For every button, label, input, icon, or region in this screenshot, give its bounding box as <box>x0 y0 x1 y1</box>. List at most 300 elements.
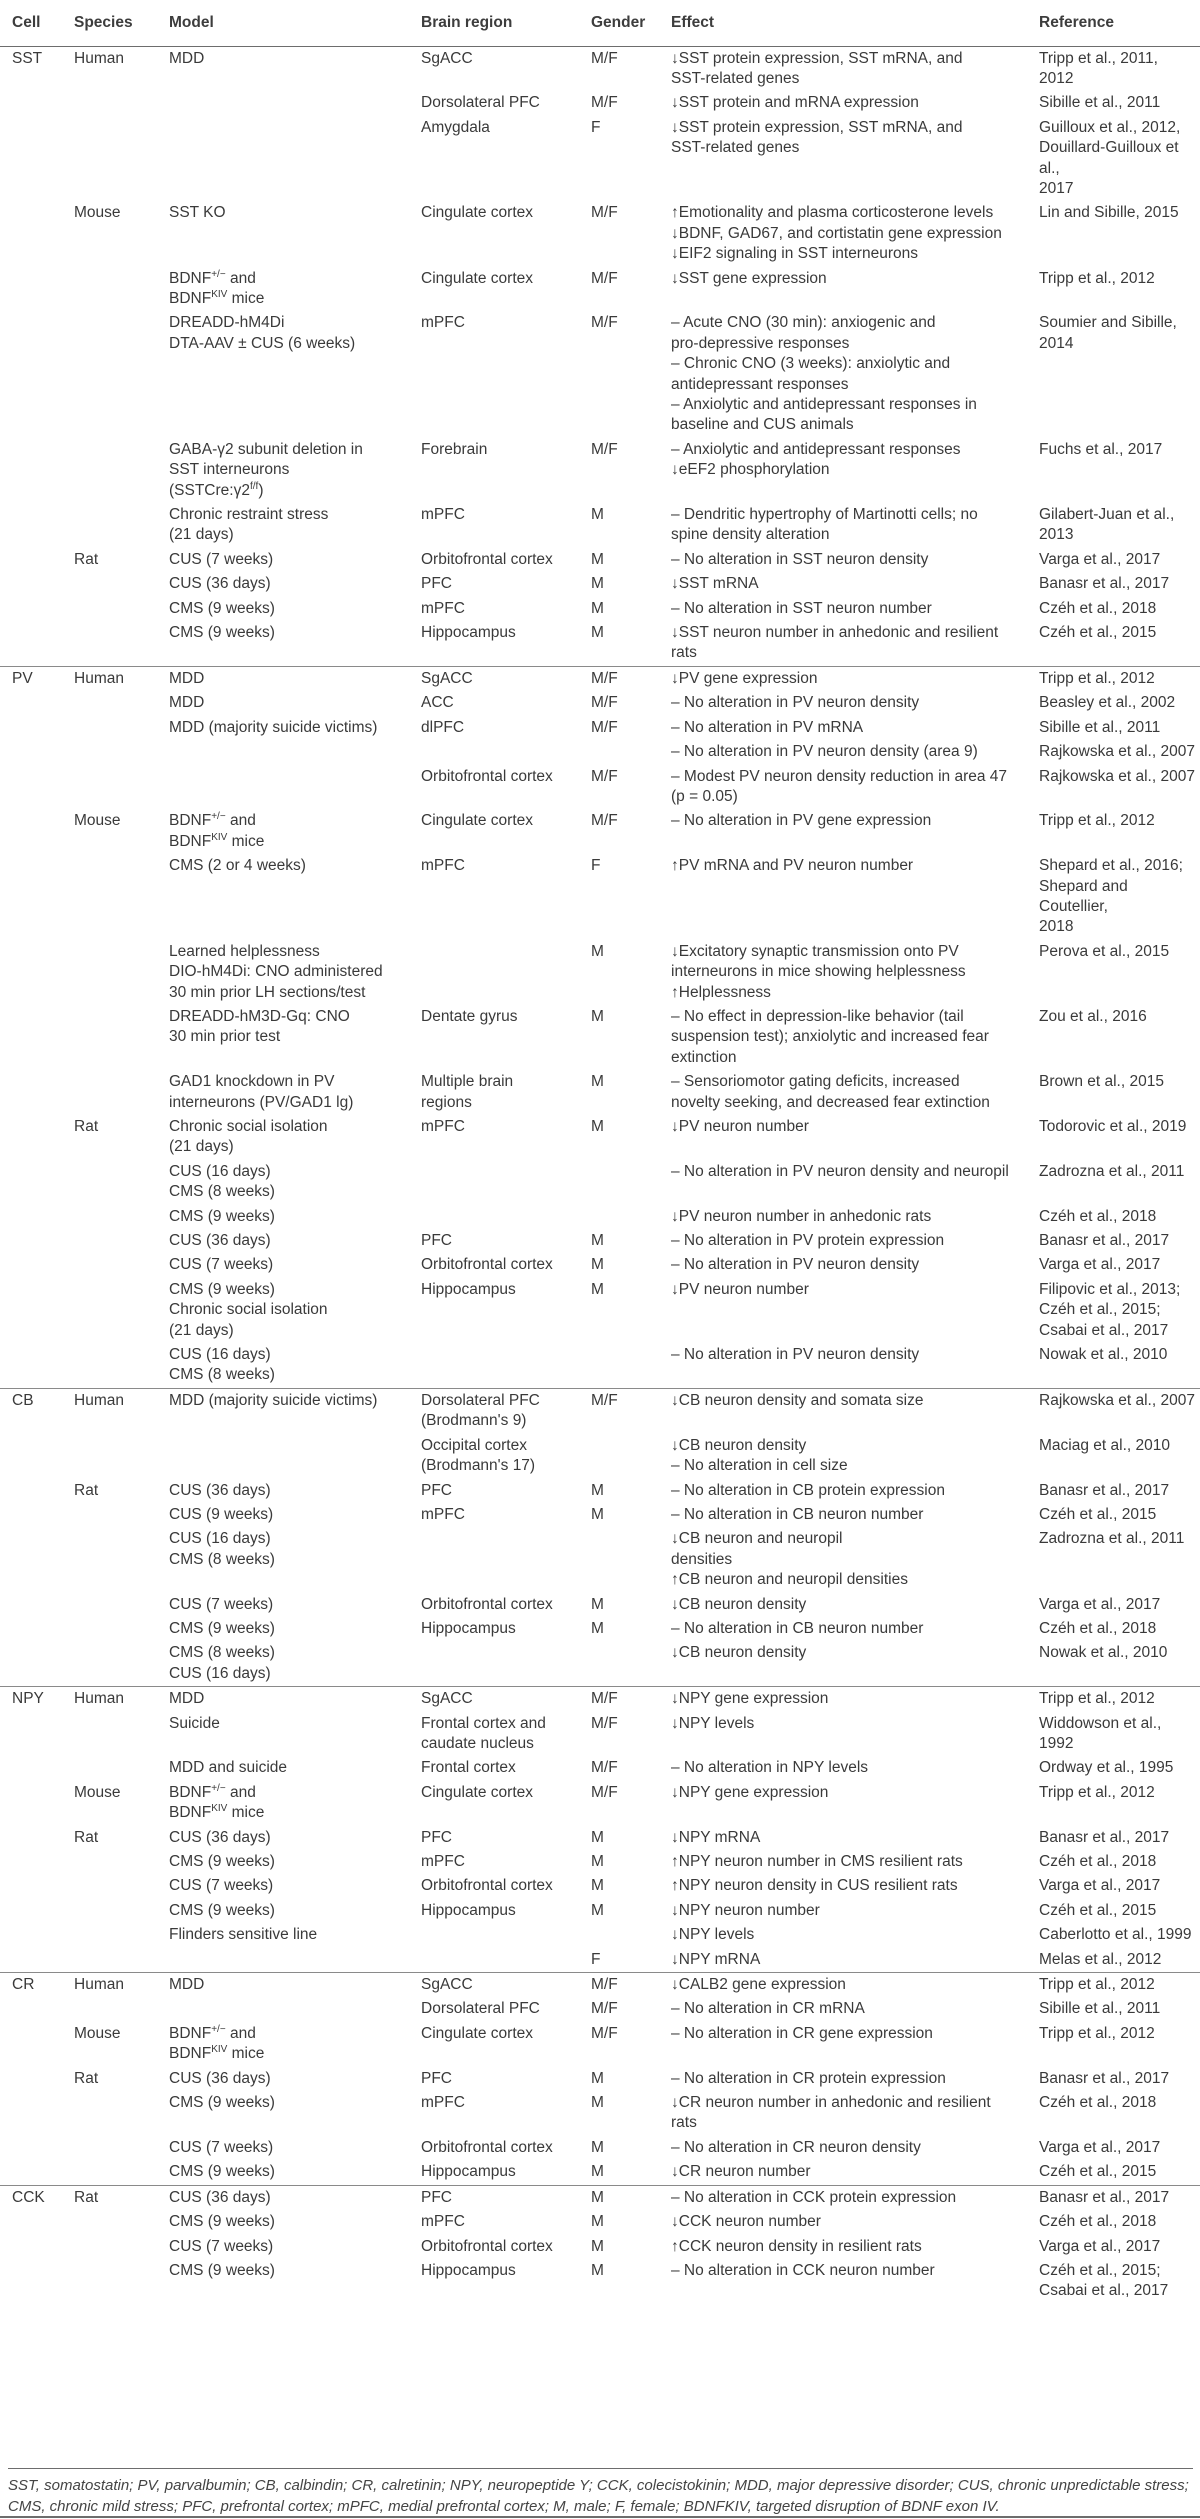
reference-cell-line: Csabai et al., 2017 <box>1039 1321 1169 1339</box>
species-cell: Rat <box>74 2188 99 2206</box>
effect-cell <box>659 1712 1027 1757</box>
effect-cell-line: interneurons in mice showing helplessness <box>671 963 966 981</box>
effect-cell <box>659 597 1027 621</box>
effect-cell <box>659 1229 1027 1253</box>
effect-cell <box>659 2022 1027 2067</box>
effect-cell <box>659 1434 1027 1479</box>
model-cell <box>157 311 409 437</box>
gender-cell <box>579 1160 659 1205</box>
cell-type-cell <box>0 2259 62 2304</box>
cell-type-cell <box>0 716 62 740</box>
gender-cell: M <box>591 2069 604 2087</box>
effect-cell <box>659 1997 1027 2021</box>
reference-cell <box>1027 116 1200 202</box>
brain-region-cell <box>409 46 579 91</box>
cell-type-cell <box>0 201 62 266</box>
table-row <box>0 621 1200 666</box>
species-cell: Rat <box>74 1118 99 1135</box>
effect-cell <box>659 1874 1027 1898</box>
gender-cell: F <box>591 118 601 136</box>
model-cell-line: (21 days) <box>169 526 234 544</box>
brain-region-cell-line: dlPFC <box>421 718 465 736</box>
effect-cell-line: ↑PV mRNA and PV neuron number <box>671 857 914 875</box>
effect-cell <box>659 1781 1027 1826</box>
model-cell <box>157 1503 409 1527</box>
table-row <box>0 116 1200 202</box>
effect-cell <box>659 1388 1027 1433</box>
brain-region-cell-line: Dorsolateral PFC <box>421 94 540 112</box>
brain-region-cell <box>409 2067 579 2091</box>
model-cell-line: CMS (9 weeks) <box>169 2094 275 2112</box>
table-row <box>0 1343 1200 1388</box>
gender-cell: M <box>591 1595 604 1613</box>
model-cell-line: DIO-hM4Di: CNO administered <box>169 963 383 981</box>
effect-cell-line: antidepressant responses <box>671 375 849 393</box>
effect-cell-line: – Chronic CNO (3 weeks): anxiolytic and <box>671 355 951 373</box>
effect-cell <box>659 2235 1027 2259</box>
effect-cell-line: ↓CALB2 gene expression <box>671 1976 846 1994</box>
cell-type-cell <box>0 2067 62 2091</box>
brain-region-cell-line: SgACC <box>421 49 473 67</box>
brain-region-cell-line: caudate nucleus <box>421 1734 534 1752</box>
brain-region-cell <box>409 621 579 666</box>
table-row <box>0 572 1200 596</box>
header-effect: Effect <box>659 0 1027 46</box>
brain-region-cell-line: PFC <box>421 2188 452 2206</box>
table-row <box>0 1874 1200 1898</box>
reference-cell <box>1027 548 1200 572</box>
effect-cell-line: – Dendritic hypertrophy of Martinotti cells; no <box>671 506 978 524</box>
reference-cell <box>1027 691 1200 715</box>
brain-region-cell-line: Hippocampus <box>421 1280 516 1298</box>
effect-cell-line: densities <box>671 1550 733 1568</box>
model-cell <box>157 46 409 91</box>
gender-cell: M/F <box>591 1976 618 1994</box>
effect-cell-line: ↓PV neuron number <box>671 1280 809 1298</box>
reference-cell-line: Melas et al., 2012 <box>1039 1950 1162 1968</box>
table-row <box>0 597 1200 621</box>
model-cell-line: CUS (7 weeks) <box>169 2237 274 2255</box>
effect-cell-line: – No alteration in PV neuron density (area 9) <box>671 743 978 761</box>
table-row <box>0 1617 1200 1641</box>
cell-type-cell <box>0 1278 62 1343</box>
species-cell <box>62 1434 157 1479</box>
table-row <box>0 1434 1200 1479</box>
brain-region-cell <box>409 854 579 940</box>
brain-region-cell <box>409 1687 579 1712</box>
brain-region-cell-line: Multiple brain <box>421 1073 514 1091</box>
effect-cell <box>659 2185 1027 2210</box>
effect-cell <box>659 1826 1027 1850</box>
brain-region-cell-line: Cingulate cortex <box>421 204 534 222</box>
brain-region-cell <box>409 2210 579 2234</box>
reference-cell <box>1027 503 1200 548</box>
brain-region-cell-line: mPFC <box>421 1118 465 1135</box>
effect-cell <box>659 1617 1027 1641</box>
model-cell <box>157 548 409 572</box>
cell-type-cell <box>0 1005 62 1070</box>
cell-type-cell <box>0 1479 62 1503</box>
effect-cell-line: – Sensoriomotor gating deficits, increased <box>671 1073 960 1091</box>
cell-type-cell <box>0 1826 62 1850</box>
model-cell-line: CMS (9 weeks) <box>169 2163 275 2181</box>
gender-cell: M/F <box>591 2024 618 2042</box>
reference-cell <box>1027 1756 1200 1780</box>
cell-type-cell <box>0 1997 62 2021</box>
brain-region-cell <box>409 548 579 572</box>
table-row <box>0 46 1200 91</box>
reference-cell <box>1027 1948 1200 1973</box>
reference-cell <box>1027 1115 1200 1160</box>
reference-cell-line: Csabai et al., 2017 <box>1039 2282 1169 2300</box>
model-cell-line: 30 min prior test <box>169 1028 281 1046</box>
reference-cell <box>1027 854 1200 940</box>
cell-type-cell <box>0 1617 62 1641</box>
model-cell <box>157 740 409 764</box>
species-cell <box>62 597 157 621</box>
reference-cell <box>1027 2160 1200 2185</box>
model-cell <box>157 1527 409 1592</box>
reference-cell <box>1027 2091 1200 2136</box>
model-cell <box>157 621 409 666</box>
brain-region-cell-line: mPFC <box>421 506 465 524</box>
effect-cell-line: ↓NPY neuron number <box>671 1901 820 1919</box>
reference-cell <box>1027 201 1200 266</box>
reference-cell-line: Zadrozna et al., 2011 <box>1039 1162 1185 1180</box>
reference-cell-line: Shepard et al., 2016; <box>1039 857 1183 875</box>
brain-region-cell <box>409 1874 579 1898</box>
species-cell <box>62 691 157 715</box>
model-cell <box>157 2091 409 2136</box>
reference-cell-line: Varga et al., 2017 <box>1039 2138 1161 2156</box>
cell-type-cell <box>0 621 62 666</box>
brain-region-cell-line: mPFC <box>421 2094 465 2112</box>
model-cell <box>157 1115 409 1160</box>
effect-cell <box>659 311 1027 437</box>
brain-region-cell-line: PFC <box>421 2069 452 2087</box>
gender-cell <box>579 1434 659 1479</box>
model-cell-line: $(SSTCre:\gamma 2^{f/f})$ <box>169 480 264 499</box>
model-cell-line: CMS (9 weeks) <box>169 1207 275 1225</box>
brain-region-cell-line: Cingulate cortex <box>421 812 534 830</box>
effect-cell <box>659 1160 1027 1205</box>
cell-type-cell: CCK <box>12 2188 45 2206</box>
model-cell-line: CMS (9 weeks) <box>169 1619 275 1637</box>
gender-cell: M/F <box>591 1759 618 1777</box>
brain-region-cell <box>409 438 579 503</box>
gender-cell <box>579 740 659 764</box>
gender-cell: M <box>591 2188 604 2206</box>
gender-cell: M <box>591 1901 604 1919</box>
model-cell <box>157 1948 409 1973</box>
reference-cell-line: Czéh et al., 2015; <box>1039 2261 1161 2279</box>
reference-cell <box>1027 1160 1200 1205</box>
gender-cell: M/F <box>591 1690 618 1708</box>
cell-type-cell <box>0 1712 62 1757</box>
table-row <box>0 1593 1200 1617</box>
cell-type-cell <box>0 1850 62 1874</box>
brain-region-cell-line: ACC <box>421 694 454 712</box>
cell-type-cell <box>0 2136 62 2160</box>
table-row <box>0 1205 1200 1229</box>
species-cell <box>62 2136 157 2160</box>
reference-cell-line: Czéh et al., 2018 <box>1039 1207 1157 1225</box>
table-row <box>0 2185 1200 2210</box>
cell-type-cell: CB <box>12 1391 34 1409</box>
table-row <box>0 2022 1200 2067</box>
species-cell <box>62 740 157 764</box>
brain-region-cell <box>409 691 579 715</box>
gender-cell: M <box>591 599 604 617</box>
brain-region-cell-line: mPFC <box>421 599 465 617</box>
effect-cell-line: ↓SST gene expression <box>671 269 827 287</box>
effect-cell-line: ↓SST protein expression, SST mRNA, and <box>671 118 963 136</box>
brain-region-cell <box>409 1756 579 1780</box>
reference-cell-line: Varga et al., 2017 <box>1039 2237 1161 2255</box>
species-cell <box>62 940 157 1005</box>
model-cell <box>157 666 409 691</box>
reference-cell-line: Sibille et al., 2011 <box>1039 718 1161 736</box>
brain-region-cell-line: Dorsolateral PFC <box>421 2000 540 2018</box>
reference-cell-line: Varga et al., 2017 <box>1039 1256 1161 1274</box>
table-row <box>0 1756 1200 1780</box>
brain-region-cell <box>409 1712 579 1757</box>
gender-cell: M/F <box>591 1714 618 1732</box>
gender-cell: M/F <box>591 812 618 830</box>
reference-cell-line: Czéh et al., 2015 <box>1039 1901 1157 1919</box>
brain-region-cell <box>409 1850 579 1874</box>
cell-type-cell <box>0 2091 62 2136</box>
reference-cell <box>1027 716 1200 740</box>
gender-cell: M/F <box>591 204 618 222</box>
reference-cell <box>1027 91 1200 115</box>
effect-cell-line: ↓NPY mRNA <box>671 1828 761 1846</box>
model-cell <box>157 1826 409 1850</box>
reference-cell-line: Banasr et al., 2017 <box>1039 2188 1170 2206</box>
reference-cell-line: Zou et al., 2016 <box>1039 1007 1147 1025</box>
species-cell <box>62 1527 157 1592</box>
species-cell <box>62 1712 157 1757</box>
reference-cell-line: Czéh et al., 2018 <box>1039 599 1157 617</box>
brain-region-cell <box>409 2160 579 2185</box>
gender-cell <box>579 1923 659 1947</box>
species-cell: Mouse <box>74 2024 121 2042</box>
reference-cell <box>1027 1923 1200 1947</box>
gender-cell: F <box>591 857 601 875</box>
effect-cell-line: ↑Emotionality and plasma corticosterone levels <box>671 204 994 222</box>
species-cell <box>62 2091 157 2136</box>
model-cell-line: CUS (36 days) <box>169 1232 271 1250</box>
gender-cell: M <box>591 1073 604 1091</box>
effect-cell-line: ↓SST mRNA <box>671 575 759 593</box>
header-brain-region: Brain region <box>409 0 579 46</box>
brain-region-cell <box>409 91 579 115</box>
reference-cell <box>1027 572 1200 596</box>
reference-cell <box>1027 809 1200 854</box>
effect-cell-line: – No alteration in PV mRNA <box>671 718 864 736</box>
brain-region-cell <box>409 1923 579 1947</box>
effect-cell <box>659 1205 1027 1229</box>
reference-cell <box>1027 2259 1200 2304</box>
model-cell-line: CMS (8 weeks) <box>169 1550 275 1568</box>
model-cell <box>157 1479 409 1503</box>
effect-cell-line: rats <box>671 2114 697 2132</box>
effect-cell-line: ↓NPY levels <box>671 1714 755 1732</box>
model-cell-line: CMS (9 weeks) <box>169 1901 275 1919</box>
model-cell-line: CMS (9 weeks) <box>169 2261 275 2279</box>
effect-cell-line: – No effect in depression-like behavior (tail <box>671 1007 964 1025</box>
effect-cell-line: – No alteration in PV neuron density <box>671 694 920 712</box>
brain-region-cell-line: Dentate gyrus <box>421 1007 518 1025</box>
effect-cell-line: – No alteration in CCK neuron number <box>671 2261 935 2279</box>
model-cell <box>157 1205 409 1229</box>
brain-region-cell <box>409 1070 579 1115</box>
model-cell-line: CMS (9 weeks) <box>169 624 275 642</box>
table-row <box>0 1527 1200 1592</box>
species-cell <box>62 1229 157 1253</box>
reference-cell <box>1027 1899 1200 1923</box>
model-cell <box>157 1434 409 1479</box>
brain-region-cell-line: Orbitofrontal cortex <box>421 1256 553 1274</box>
species-cell <box>62 1948 157 1973</box>
effect-cell-line: SST-related genes <box>671 139 800 157</box>
effect-cell <box>659 1503 1027 1527</box>
brain-region-cell-line: Cingulate cortex <box>421 2024 534 2042</box>
effect-cell <box>659 201 1027 266</box>
brain-region-cell <box>409 1781 579 1826</box>
gender-cell: M/F <box>591 767 618 785</box>
effect-cell-line: – Modest PV neuron density reduction in area 47 <box>671 767 1008 785</box>
species-cell: Mouse <box>74 812 121 830</box>
effect-cell <box>659 1923 1027 1947</box>
effect-cell <box>659 1593 1027 1617</box>
species-cell <box>62 1874 157 1898</box>
cell-type-cell <box>0 1948 62 1973</box>
model-cell <box>157 1997 409 2021</box>
reference-cell <box>1027 1205 1200 1229</box>
effect-cell-line: ↓CB neuron density <box>671 1595 807 1613</box>
cell-type-cell: SST <box>12 49 43 67</box>
model-cell-line: BDNF+/− and <box>169 811 256 830</box>
cell-type-cell <box>0 1899 62 1923</box>
reference-cell-line: Tripp et al., 2012 <box>1039 1690 1155 1708</box>
reference-cell-line: Filipovic et al., 2013; <box>1039 1280 1181 1298</box>
cell-type-cell <box>0 740 62 764</box>
species-cell <box>62 116 157 202</box>
reference-cell-line: Tripp et al., 2012 <box>1039 1783 1155 1801</box>
reference-cell-line: Tripp et al., 2012 <box>1039 812 1155 830</box>
table-row <box>0 666 1200 691</box>
cell-type-cell <box>0 1641 62 1686</box>
reference-cell <box>1027 1687 1200 1712</box>
gender-cell: M/F <box>591 49 618 67</box>
model-cell-line: BDNF+/− and <box>169 2023 256 2042</box>
gender-cell: M <box>591 2261 604 2279</box>
species-cell: Human <box>74 669 124 687</box>
brain-region-cell <box>409 116 579 202</box>
reference-cell-line: Tripp et al., 2011, 2012 <box>1039 49 1158 87</box>
model-cell-line: interneurons (PV/GAD1 lg) <box>169 1093 354 1111</box>
reference-cell-line: Sibille et al., 2011 <box>1039 94 1161 112</box>
model-cell-line: CMS (8 weeks) <box>169 1366 275 1384</box>
gender-cell: M <box>591 1828 604 1846</box>
effect-cell-line: baseline and CUS animals <box>671 416 854 434</box>
effect-cell-line: – Anxiolytic and antidepressant responses in <box>671 396 977 413</box>
effect-cell-line: ↑NPY neuron number in CMS resilient rats <box>671 1853 963 1870</box>
header-species: Species <box>62 0 157 46</box>
brain-region-cell-line: (Brodmann's 9) <box>421 1412 527 1430</box>
brain-region-cell-line: mPFC <box>421 2213 465 2231</box>
effect-cell-line: ↑NPY neuron density in CUS resilient rats <box>671 1877 958 1895</box>
model-cell <box>157 1229 409 1253</box>
effect-cell-line: ↓eEF2 phosphorylation <box>671 461 830 479</box>
brain-region-cell-line: PFC <box>421 575 452 593</box>
reference-cell-line: Czéh et al., 2015 <box>1039 624 1157 642</box>
reference-cell <box>1027 621 1200 666</box>
model-cell <box>157 1253 409 1277</box>
brain-region-cell-line: Frontal cortex and <box>421 1714 546 1732</box>
model-cell-line: Chronic social isolation <box>169 1301 328 1319</box>
effect-cell <box>659 1899 1027 1923</box>
cell-type-cell <box>0 1343 62 1388</box>
model-cell <box>157 854 409 940</box>
model-cell-line: CMS (9 weeks) <box>169 2213 275 2231</box>
reference-cell <box>1027 1229 1200 1253</box>
brain-region-cell-line: mPFC <box>421 857 465 875</box>
effect-cell-line: ↓CB neuron density and somata size <box>671 1391 924 1409</box>
effect-cell-line: ↓NPY gene expression <box>671 1783 829 1801</box>
brain-region-cell <box>409 597 579 621</box>
table-row <box>0 91 1200 115</box>
gender-cell <box>579 1343 659 1388</box>
brain-region-cell <box>409 1479 579 1503</box>
brain-region-cell <box>409 1527 579 1592</box>
brain-region-cell-line: SgACC <box>421 1976 473 1994</box>
effect-cell-line: SST-related genes <box>671 69 800 87</box>
model-cell <box>157 1899 409 1923</box>
effect-cell-line: – No alteration in CB protein expression <box>671 1481 945 1499</box>
effect-cell-line: ↓SST protein and mRNA expression <box>671 94 919 112</box>
species-cell: Rat <box>74 1828 99 1846</box>
gender-cell: M/F <box>591 2000 618 2018</box>
brain-region-cell <box>409 1229 579 1253</box>
brain-region-cell-line: PFC <box>421 1828 452 1846</box>
effect-cell-line: suspension test); anxiolytic and increased fear <box>671 1028 989 1046</box>
cell-type-cell <box>0 1115 62 1160</box>
table-row <box>0 1278 1200 1343</box>
model-cell-line: MDD <box>169 669 205 687</box>
species-cell <box>62 91 157 115</box>
model-cell <box>157 2022 409 2067</box>
model-cell-line: DTA-AAV ± CUS (6 weeks) <box>169 334 356 352</box>
cell-type-cell <box>0 267 62 312</box>
model-cell-line: SST KO <box>169 204 226 222</box>
species-cell <box>62 311 157 437</box>
model-cell <box>157 1923 409 1947</box>
brain-region-cell <box>409 2136 579 2160</box>
cell-type-cell <box>0 1781 62 1826</box>
reference-cell-line: Maciag et al., 2010 <box>1039 1436 1170 1454</box>
model-cell-line: CMS (8 weeks) <box>169 1183 275 1201</box>
model-cell <box>157 2235 409 2259</box>
gender-cell: M <box>591 1481 604 1499</box>
effect-cell <box>659 740 1027 764</box>
table-row <box>0 1973 1200 1998</box>
effect-cell-line: – No alteration in CCK protein expression <box>671 2188 957 2206</box>
table-row <box>0 548 1200 572</box>
effect-cell-line: pro-depressive responses <box>671 334 850 352</box>
species-cell <box>62 1160 157 1205</box>
